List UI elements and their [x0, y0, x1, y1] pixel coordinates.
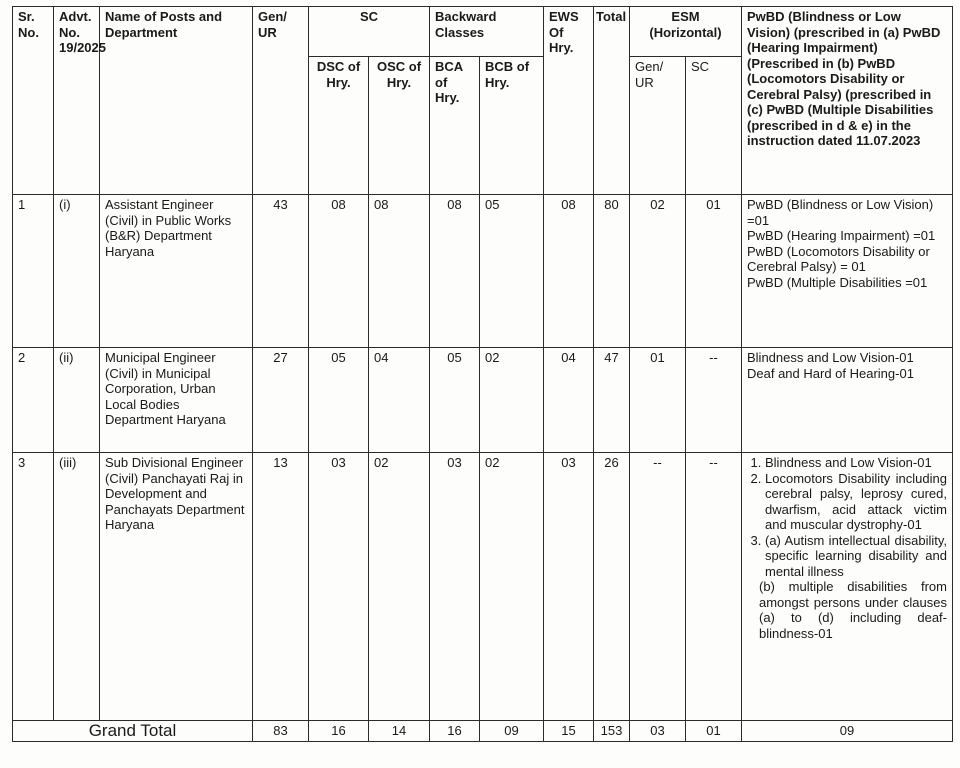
header-sr-no: Sr. No. — [13, 7, 54, 195]
table-row — [13, 453, 953, 721]
grand-total-total: 153 — [594, 721, 630, 742]
cell-sr: 1 — [13, 195, 54, 348]
header-dsc: DSC of Hry. — [309, 57, 369, 195]
list-item: 3. (a) Autism intellectual disability, specific learning disability and mental illness — [765, 533, 947, 580]
cell-bca: 03 — [430, 453, 480, 721]
cell-ews: 04 — [544, 348, 594, 453]
cell-advt: (ii) — [54, 348, 100, 453]
cell-post: Assistant Engineer (Civil) in Public Works (B&R) Department Haryana — [100, 195, 253, 348]
grand-total-row — [13, 721, 953, 742]
grand-total-pwbd: 09 — [742, 721, 953, 742]
pwbd-list — [747, 455, 947, 579]
grand-total-esm-sc: 01 — [686, 721, 742, 742]
pwbd-line: PwBD (Hearing Impairment) =01 — [747, 228, 936, 243]
grand-total-dsc: 16 — [309, 721, 369, 742]
pwbd-sub-item: (b) multiple disabilities from amongst persons under clauses (a) to (d) including deaf-blindness-01 — [759, 579, 947, 641]
grand-total-ews: 15 — [544, 721, 594, 742]
cell-ews: 03 — [544, 453, 594, 721]
cell-bcb: 02 — [480, 453, 544, 721]
grand-total-label: Grand Total — [13, 721, 253, 742]
cell-osc: 02 — [369, 453, 430, 721]
cell-esm-gen: -- — [630, 453, 686, 721]
cell-sr: 3 — [13, 453, 54, 721]
table-row — [13, 195, 953, 348]
cell-esm-gen: 02 — [630, 195, 686, 348]
cell-ews: 08 — [544, 195, 594, 348]
header-bca: BCA of Hry. — [430, 57, 480, 195]
cell-total: 26 — [594, 453, 630, 721]
cell-sr: 2 — [13, 348, 54, 453]
cell-dsc: 05 — [309, 348, 369, 453]
cell-osc: 04 — [369, 348, 430, 453]
header-ews: EWS Of Hry. — [544, 7, 594, 195]
cell-esm-sc: -- — [686, 453, 742, 721]
cell-dsc: 03 — [309, 453, 369, 721]
header-backward-classes: Backward Classes — [430, 7, 544, 57]
grand-total-gen: 83 — [253, 721, 309, 742]
cell-pwbd — [742, 195, 953, 348]
cell-esm-sc: 01 — [686, 195, 742, 348]
cell-dsc: 08 — [309, 195, 369, 348]
header-osc: OSC of Hry. — [369, 57, 430, 195]
cell-gen: 13 — [253, 453, 309, 721]
header-pwbd: PwBD (Blindness or Low Vision) (prescribed in (a) PwBD (Hearing Impairment) (Prescribed in (b) PwBD (Locomotors Disability or Cerebral Palsy) (prescribed in (c) PwBD (Multiple Disabilities (prescribed in d & e) in the instruction dated 11.07.2023 — [742, 7, 953, 195]
cell-total: 80 — [594, 195, 630, 348]
grand-total-bcb: 09 — [480, 721, 544, 742]
cell-bca: 08 — [430, 195, 480, 348]
header-name-of-posts: Name of Posts and Department — [100, 7, 253, 195]
list-item: 2. Locomotors Disability including cerebral palsy, leprosy cured, dwarfism, acid attack victim and muscular dystrophy-01 — [765, 471, 947, 533]
vacancy-table — [12, 6, 953, 742]
table-row — [13, 348, 953, 453]
cell-gen: 27 — [253, 348, 309, 453]
pwbd-line: Deaf and Hard of Hearing-01 — [747, 365, 914, 381]
cell-total: 47 — [594, 348, 630, 453]
header-esm: ESM (Horizontal) — [630, 7, 742, 57]
cell-bca: 05 — [430, 348, 480, 453]
list-item: 1. Blindness and Low Vision-01 — [765, 455, 947, 471]
header-esm-sc: SC — [686, 57, 742, 195]
grand-total-bca: 16 — [430, 721, 480, 742]
cell-advt: (iii) — [54, 453, 100, 721]
cell-pwbd — [742, 453, 953, 721]
cell-post: Sub Divisional Engineer (Civil) Panchayati Raj in Development and Panchayats Department Haryana — [100, 453, 253, 721]
header-sc: SC — [309, 7, 430, 57]
cell-post: Municipal Engineer (Civil) in Municipal Corporation, Urban Local Bodies Department Haryana — [100, 348, 253, 453]
cell-gen: 43 — [253, 195, 309, 348]
pwbd-line: Blindness and Low Vision-01 — [747, 350, 914, 365]
grand-total-osc: 14 — [369, 721, 430, 742]
cell-esm-gen: 01 — [630, 348, 686, 453]
pwbd-line: PwBD (Multiple Disabilities =01 — [747, 274, 928, 290]
pwbd-line: PwBD (Locomotors Disability or Cerebral Palsy) = 01 — [747, 243, 930, 274]
header-total: Total — [594, 7, 630, 195]
cell-pwbd — [742, 348, 953, 453]
cell-bcb: 05 — [480, 195, 544, 348]
header-esm-gen: Gen/ UR — [630, 57, 686, 195]
cell-osc: 08 — [369, 195, 430, 348]
cell-advt: (i) — [54, 195, 100, 348]
grand-total-esm-gen: 03 — [630, 721, 686, 742]
header-gen-ur: Gen/ UR — [253, 7, 309, 195]
pwbd-line: PwBD (Blindness or Low Vision) =01 — [747, 197, 934, 228]
header-bcb: BCB of Hry. — [480, 57, 544, 195]
cell-esm-sc: -- — [686, 348, 742, 453]
cell-bcb: 02 — [480, 348, 544, 453]
header-advt-no: Advt. No. 19/2025 — [54, 7, 100, 195]
